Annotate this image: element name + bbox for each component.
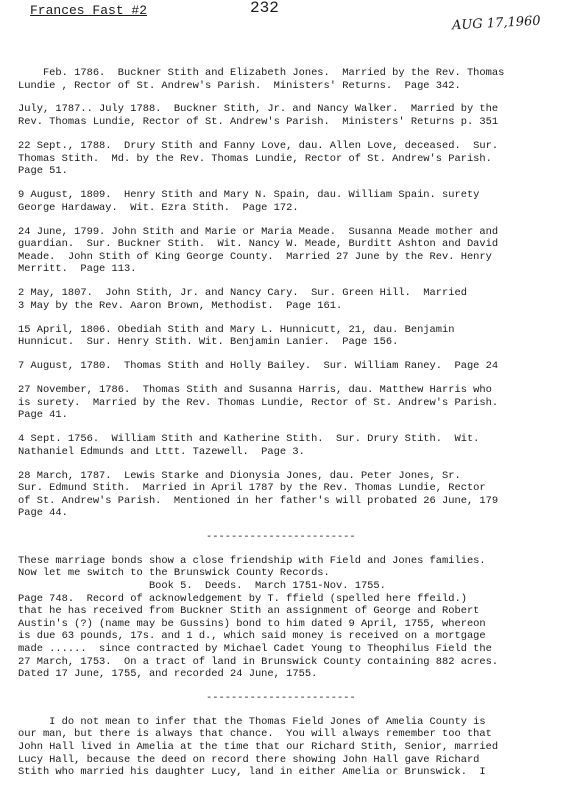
separator-line: ------------------------ [206,531,356,544]
text-line: Book 5. Deeds. March 1751-Nov. 1755. [18,580,386,593]
handwritten-date: AUG 17,1960 [451,13,541,34]
record-entry [18,470,588,520]
text-line: of St. Andrew's Parish. Mentioned in her father's will probated 26 June, 179 [18,494,499,507]
text-line: is due 63 pounds, 17s. and 1 d., which said money is received on a mortgage [18,630,486,643]
record-entry [18,287,588,312]
text-line: These marriage bonds show a close friendship with Field and Jones families. [18,554,486,567]
separator-line: ------------------------ [206,692,356,705]
record-entry [18,67,588,92]
text-line: 15 April, 1806. Obediah Stith and Mary L. Hunnicutt, 21, dau. Benjamin [18,323,455,336]
text-line: Feb. 1786. Buckner Stith and Elizabeth Jones. Married by the Rev. Thomas [18,67,505,79]
text-line: Meade. John Stith of King George County. Married 27 June by the Rev. Henry [18,250,492,263]
text-line: Sur. Edmund Stith. Married in April 1787 by the Rev. Thomas Lundie, Rector [18,482,486,495]
text-line: Page 51. [18,165,68,178]
text-line: 7 August, 1780. Thomas Stith and Holly Bailey. Sur. William Raney. Page 24 [18,360,499,373]
record-entry [18,103,588,128]
text-line: Austin's (?) (name may be Gussins) bond to him dated 9 April, 1755, whereon [18,617,486,630]
page-number: 232 [250,0,279,17]
text-line: Page 44. [18,507,68,520]
text-line: 4 Sept. 1756. William Stith and Katherine Stith. Sur. Drury Stith. Wit. [18,433,480,446]
text-line: 2 May, 1807. John Stith, Jr. and Nancy Cary. Sur. Green Hill. Married [18,287,467,300]
record-entry [18,140,588,178]
text-line: 22 Sept., 1788. Drury Stith and Fanny Love, dau. Allen Love, deceased. Sur. [18,139,499,152]
text-line: Merritt. Page 113. [18,263,137,276]
text-line: 3 May by the Rev. Aaron Brown, Methodist. Page 161. [18,299,343,312]
text-line: Lucy Hall, because the deed on record there showing John Hall gave Richard [18,753,480,766]
record-entry [18,189,588,214]
text-line: Stith who married his daughter Lucy, land in either Amelia or Brunswick. I [18,766,486,779]
text-line: John Hall lived in Amelia at the time that our Richard Stith, Senior, married [18,740,499,753]
text-line: 9 August, 1809. Henry Stith and Mary N. Spain, dau. William Spain. surety [18,189,480,202]
record-entry [18,433,588,458]
text-line: July, 1787.. July 1788. Buckner Stith, Jr. and Nancy Walker. Married by the [18,103,499,116]
record-entry [18,324,588,349]
text-line: Page 748. Record of acknowledgement by T. ffield (spelled here ffeild.) [18,592,467,605]
text-line: Lundie , Rector of St. Andrew's Parish. Ministers' Returns. Page 342. [18,79,461,92]
text-line: 27 March, 1753. On a tract of land in Brunswick County containing 882 acres. [18,655,499,668]
record-entry [18,226,588,276]
text-line: is surety. Married by the Rev. Thomas Lundie, Rector of St. Andrew's Parish. [18,396,499,409]
text-line: I do not mean to infer that the Thomas Field Jones of Amelia County is [18,715,486,728]
text-line: our man, but there is always that chance. You will always remember too that [18,728,492,741]
document-body [18,67,588,782]
document-header: Frances Fast #2 [30,3,148,18]
text-line: Hunnicut. Sur. Henry Stith. Wit. Benjamin Lanier. Page 156. [18,336,399,349]
text-line: Nathaniel Edmunds and Lttt. Tazewell. Page 3. [18,445,305,458]
text-line: Page 41. [18,409,68,422]
text-line: Rev. Thomas Lundie, Rector of St. Andrew's Parish. Ministers' Returns p. 351 [18,116,499,129]
text-line: 27 November, 1786. Thomas Stith and Susanna Harris, dau. Matthew Harris who [18,384,492,397]
text-line: 24 June, 1799. John Stith and Marie or Maria Meade. Susanna Meade mother and [18,225,499,238]
text-line: 28 March, 1787. Lewis Starke and Dionysia Jones, dau. Peter Jones, Sr. [18,469,461,482]
record-entry [18,384,588,422]
text-line: George Hardaway. Wit. Ezra Stith. Page 172. [18,201,299,214]
record-entry [18,360,588,373]
text-line: Thomas Stith. Md. by the Rev. Thomas Lundie, Rector of St. Andrew's Parish. [18,152,492,165]
text-line: Dated 17 June, 1755, and recorded 24 June, 1755. [18,668,318,681]
brunswick-notes [18,555,588,681]
text-line: that he has received from Buckner Stith an assignment of George and Robert [18,605,480,618]
closing-paragraph [18,716,588,779]
text-line: guardian. Sur. Buckner Stith. Wit. Nancy W. Meade, Burditt Ashton and David [18,238,499,251]
text-line: made ...... since contracted by Michael Cadet Young to Theophilus Field the [18,643,492,656]
text-line: Now let me switch to the Brunswick County Records. [18,567,330,580]
